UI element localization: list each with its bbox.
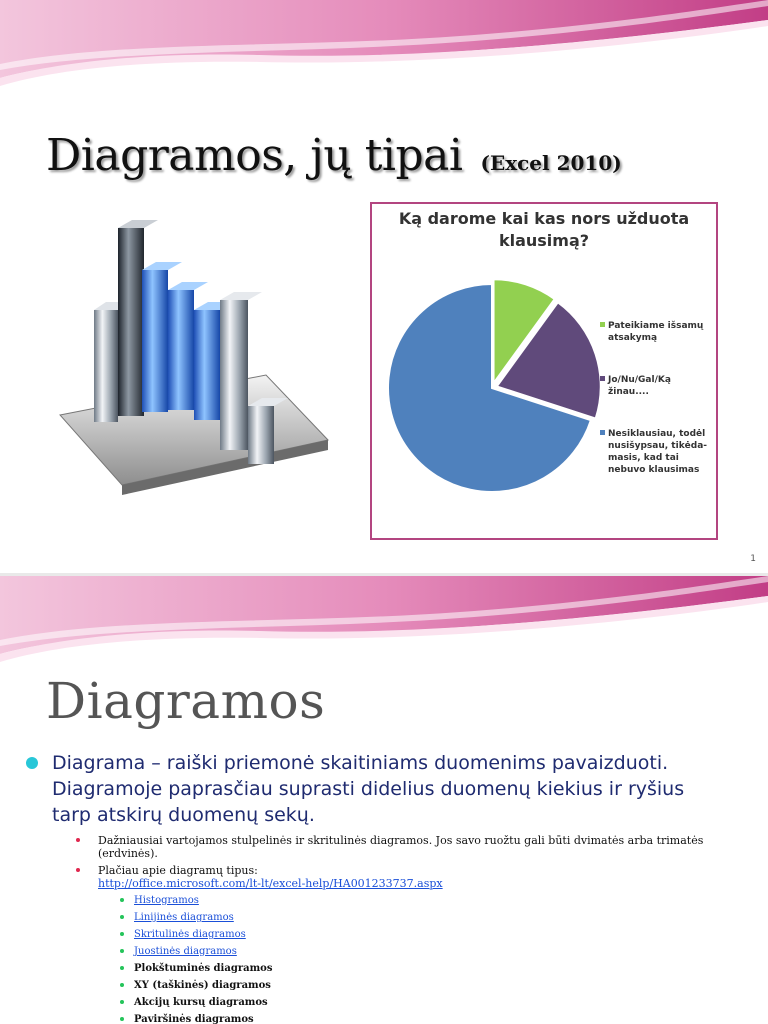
bar-chart-clipart-icon: [56, 210, 336, 500]
pie-chart-plot: [372, 204, 716, 538]
slide-1-title: [46, 130, 622, 181]
chart-title-line-1: Ką darome kai kas nors užduota: [398, 209, 690, 228]
type-link-skritulines[interactable]: Skritulinės diagramos: [128, 928, 246, 941]
sub-bullet-2-label: Plačiau apie diagramų tipus:: [98, 864, 258, 877]
legend-item-1: Pateikiame išsamų atsakymą: [608, 320, 708, 344]
header-wave-decoration-2: [0, 576, 768, 666]
sub-bullet-1: [86, 834, 726, 860]
type-akciju-kursu: Akcijų kursų diagramos: [128, 996, 268, 1009]
slide-2: [0, 576, 768, 1024]
type-xy-taskines: XY (taškinės) diagramos: [128, 979, 271, 992]
slide-2-title: Diagramos: [46, 672, 326, 730]
sub-sub-bullet-dot-icon: [120, 932, 124, 936]
sub-sub-bullet-dot-icon: [120, 1017, 124, 1021]
title-text: Diagramos, jų tipai: [46, 130, 463, 181]
excel-help-link[interactable]: http://office.microsoft.com/lt-lt/excel-help/HA001233737.aspx: [98, 877, 443, 890]
main-bullet-text: Diagrama – raiški priemonė skaitiniams duomenims pavaizduoti. Diagramoje paprasčiau suprasti didelius duomenų kiekius ir ryšius tarp atskirų duomenų sekų.: [52, 752, 685, 826]
type-plokstumines: Plokštuminės diagramos: [128, 962, 272, 975]
sub-sub-bullet-dot-icon: [120, 983, 124, 987]
sub-sub-bullet-dot-icon: [120, 915, 124, 919]
type-link-linijines[interactable]: Linijinės diagramos: [128, 911, 234, 924]
sub-sub-bullet-dot-icon: [120, 1000, 124, 1004]
sub-bullet-dot-icon: [76, 868, 80, 872]
type-link-juostines[interactable]: Juostinės diagramos: [128, 945, 237, 958]
page-number: 1: [750, 554, 756, 564]
sub-bullet-2: [86, 864, 726, 890]
header-wave-decoration: [0, 0, 768, 90]
type-pavirsines: Paviršinės diagramos: [128, 1013, 254, 1024]
legend-item-2: Jo/Nu/Gal/Ką žinau....: [608, 374, 708, 398]
sub-sub-bullet-dot-icon: [120, 949, 124, 953]
title-subtitle: (Excel 2010): [480, 151, 622, 175]
bullet-dot-icon: [26, 757, 38, 769]
type-link-histogramos[interactable]: Histogramos: [128, 894, 199, 907]
legend-swatch-1: [600, 322, 605, 327]
sub-sub-bullet-dot-icon: [120, 966, 124, 970]
legend-item-3: Nesiklausiau, todėl nusišypsau, tikėda- masis, kad tai nebuvo klausimas: [608, 428, 708, 476]
main-bullet: [28, 750, 728, 828]
pie-chart: [370, 202, 718, 540]
legend-swatch-2: [600, 376, 605, 381]
sub-bullet-1-text: Dažniausiai vartojamos stulpelinės ir skritulinės diagramos. Jos savo ruožtu gali būti dvimatės arba trimatės (erdvinės).: [98, 834, 704, 860]
chart-title-line-2: klausimą?: [498, 231, 590, 250]
sub-sub-bullet-dot-icon: [120, 898, 124, 902]
sub-bullet-dot-icon: [76, 838, 80, 842]
legend-swatch-3: [600, 430, 605, 435]
